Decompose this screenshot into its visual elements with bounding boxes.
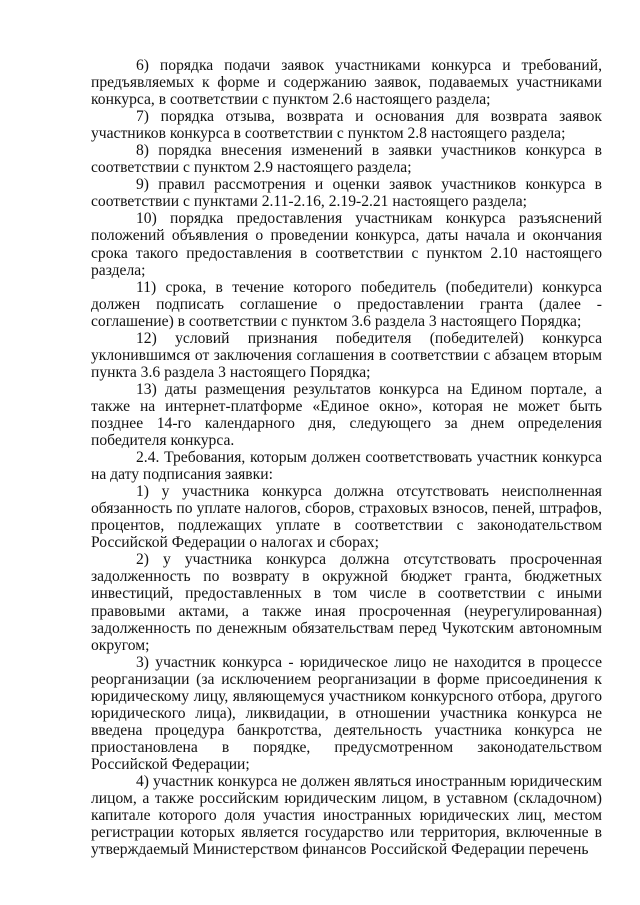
list-item-6: 6) порядка подачи заявок участниками конкурса и требований, предъявляемых к форме и содержанию заявок, подаваемых участниками конкурса, в соответствии с пунктом 2.6 настоящего раздела; — [91, 57, 602, 109]
list-item-7: 7) порядка отзыва, возврата и основания для возврата заявок участников конкурса в соответствии с пунктом 2.8 настоящего раздела; — [91, 108, 602, 143]
requirement-item-2: 2) у участника конкурса должна отсутствовать просроченная задолженность по возврату в окружной бюджет гранта, бюджетных инвестиций, предоставленных в том числе в соответствии с иными правовыми актами, а также иная просроченная (неурегулированная) задолженность по денежным обязательствам перед Чукотским автономным округом; — [91, 551, 602, 654]
list-item-11: 11) срока, в течение которого победитель (победители) конкурса должен подписать соглашение о предоставлении гранта (далее - соглашение) в соответствии с пунктом 3.6 раздела 3 настоящего Порядка; — [91, 278, 602, 330]
list-item-12: 12) условий признания победителя (победителей) конкурса уклонившимся от заключения соглашения в соответствии с абзацем вторым пункта 3.6 раздела 3 настоящего Порядка; — [91, 329, 602, 381]
list-item-13: 13) даты размещения результатов конкурса на Едином портале, а также на интернет-платформе «Единое окно», которая не может быть позднее 14-го календарного дня, следующего за днем определения победителя конкурса. — [91, 380, 602, 450]
requirement-item-1: 1) у участника конкурса должна отсутствовать неисполненная обязанность по уплате налогов, сборов, страховых взносов, пеней, штрафов, процентов, подлежащих уплате в соответствии с законодательством Российской Федерации о налогах и сборах; — [91, 483, 602, 552]
requirement-item-4: 4) участник конкурса не должен являться иностранным юридическим лицом, а также российским юридическим лицом, в уставном (складочном) капитале которого доля участия иностранных юридических лиц, местом регистрации которых является государство или территория, включенные в утверждаемый Министерством финансов Российской Федерации перечень — [91, 772, 602, 859]
section-2-4-heading: 2.4. Требования, которым должен соответствовать участник конкурса на дату подписания заявки: — [91, 449, 602, 484]
list-item-10: 10) порядка предоставления участникам конкурса разъяснений положений объявления о проведении конкурса, даты начала и окончания срока такого предоставления в соответствии с пунктом 2.10 настоящего раздела; — [91, 210, 602, 279]
requirement-item-3: 3) участник конкурса - юридическое лицо не находится в процессе реорганизации (за исключением реорганизации в форме присоединения к юридическому лицу, являющемуся участником конкурсного отбора, другого юридического лица), ликвидации, в отношении участника конкурса не введена процедура банкротства, деятельность участника конкурса не приостановлена в порядке, предусмотренном законодательством Российской Федерации; — [91, 653, 602, 773]
list-item-9: 9) правил рассмотрения и оценки заявок участников конкурса в соответствии с пунктами 2.11-2.16, 2.19-2.21 настоящего раздела; — [91, 176, 602, 211]
document-body — [91, 57, 602, 858]
list-item-8: 8) порядка внесения изменений в заявки участников конкурса в соответствии с пунктом 2.9 настоящего раздела; — [91, 142, 602, 177]
